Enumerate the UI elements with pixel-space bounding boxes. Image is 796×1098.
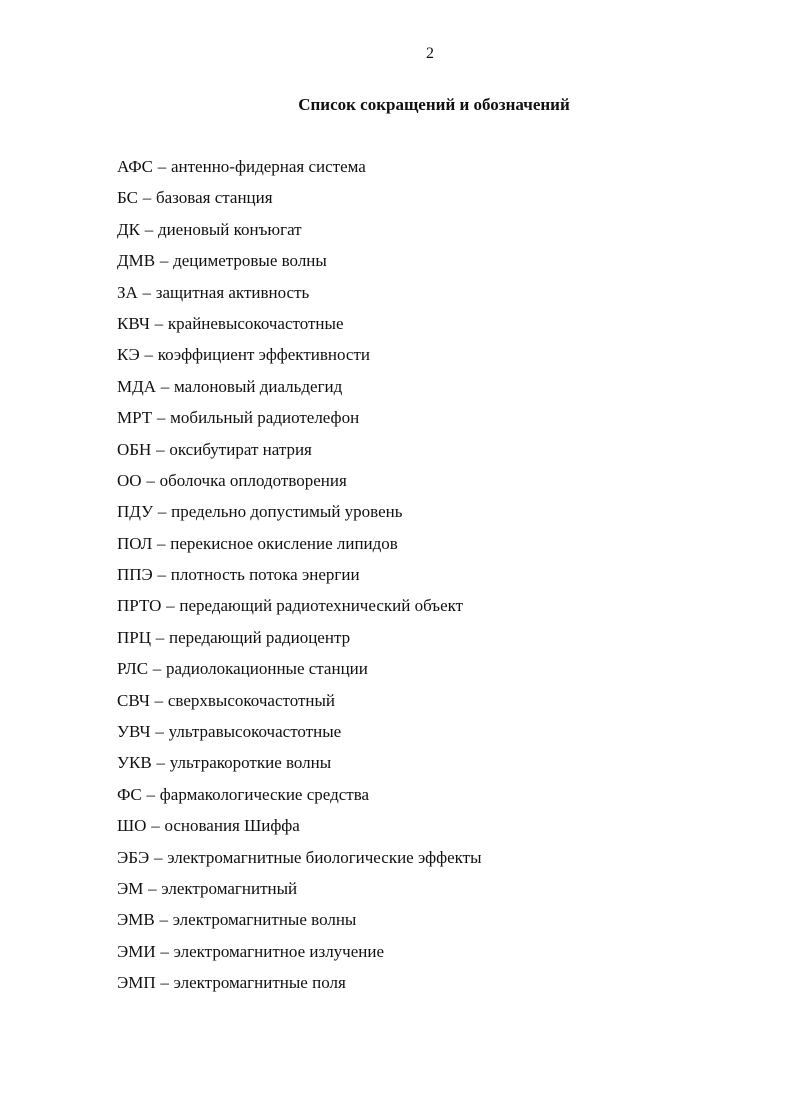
abbreviation-term: ПРТО xyxy=(117,596,162,616)
abbreviation-meaning: защитная активность xyxy=(155,282,310,302)
abbreviation-term: РЛС xyxy=(117,659,149,679)
abbreviation-meaning: крайневысокочастотные xyxy=(167,313,344,333)
list-item xyxy=(117,313,482,344)
list-item xyxy=(117,533,482,564)
list-item xyxy=(117,972,482,1003)
list-item xyxy=(117,752,482,783)
abbreviation-meaning: электромагнитное излучение xyxy=(173,941,385,961)
abbreviation-term: ШО xyxy=(117,816,147,836)
abbreviation-meaning: плотность потока энергии xyxy=(170,565,360,585)
list-item xyxy=(117,595,482,626)
abbreviation-separator: – xyxy=(160,941,169,961)
list-item xyxy=(117,909,482,940)
abbreviation-separator: – xyxy=(157,565,167,585)
list-item xyxy=(117,219,482,250)
list-item xyxy=(117,282,482,313)
list-item xyxy=(117,407,482,438)
abbreviation-meaning: основания Шиффа xyxy=(164,816,300,836)
abbreviation-separator: – xyxy=(151,816,160,836)
abbreviation-separator: – xyxy=(156,439,165,459)
abbreviation-separator: – xyxy=(157,502,167,522)
abbreviation-separator: – xyxy=(155,627,165,647)
abbreviation-meaning: ультравысокочастотные xyxy=(168,722,342,742)
abbreviation-separator: – xyxy=(146,784,156,804)
abbreviation-term: АФС xyxy=(117,157,153,176)
list-item xyxy=(117,250,482,281)
abbreviation-meaning: перекисное окисление липидов xyxy=(170,533,398,553)
list-item xyxy=(117,878,482,909)
abbreviation-separator: – xyxy=(157,157,167,176)
list-item xyxy=(117,784,482,815)
abbreviation-separator: – xyxy=(154,690,164,710)
abbreviation-separator: – xyxy=(166,596,175,616)
list-item xyxy=(117,627,482,658)
abbreviation-term: ЭМИ xyxy=(117,941,156,961)
abbreviation-term: ПРЦ xyxy=(117,627,152,647)
abbreviation-separator: – xyxy=(142,188,152,208)
list-item xyxy=(117,658,482,689)
abbreviation-term: ЭМВ xyxy=(117,910,155,930)
abbreviation-meaning: радиолокационные станции xyxy=(166,659,368,679)
abbreviation-meaning: электромагнитные биологические эффекты xyxy=(167,847,482,867)
abbreviation-term: ДМВ xyxy=(117,251,156,271)
abbreviation-term: ЭМ xyxy=(117,878,144,898)
list-item xyxy=(117,501,482,532)
abbreviation-separator: – xyxy=(144,219,154,239)
abbreviation-separator: – xyxy=(156,753,165,773)
abbreviation-separator: – xyxy=(156,408,166,428)
list-item xyxy=(117,470,482,501)
abbreviation-term: ПОЛ xyxy=(117,533,153,553)
abbreviation-term: ЭБЭ xyxy=(117,847,150,867)
abbreviation-separator: – xyxy=(159,251,169,271)
abbreviation-meaning: дециметровые волны xyxy=(173,251,327,271)
abbreviation-separator: – xyxy=(159,910,168,930)
abbreviation-list xyxy=(117,156,482,1004)
list-item xyxy=(117,847,482,878)
abbreviation-separator: – xyxy=(160,376,170,396)
abbreviation-separator: – xyxy=(148,878,157,898)
abbreviation-term: ЭМП xyxy=(117,973,156,993)
abbreviation-term: БС xyxy=(117,188,138,208)
abbreviation-meaning: электромагнитные волны xyxy=(172,910,357,930)
list-item xyxy=(117,439,482,470)
page-number: 2 xyxy=(426,45,434,62)
list-item xyxy=(117,815,482,846)
list-item xyxy=(117,941,482,972)
abbreviation-term: ОО xyxy=(117,470,142,490)
abbreviation-separator: – xyxy=(154,313,164,333)
abbreviation-term: КЭ xyxy=(117,345,140,365)
abbreviation-term: ОБН xyxy=(117,439,152,459)
abbreviation-meaning: фармакологические средства xyxy=(159,784,370,804)
abbreviation-meaning: оксибутират натрия xyxy=(169,439,312,459)
abbreviation-separator: – xyxy=(155,722,164,742)
abbreviation-term: ЗА xyxy=(117,282,138,302)
abbreviation-term: ПДУ xyxy=(117,502,154,522)
list-item xyxy=(117,344,482,375)
list-item xyxy=(117,156,482,187)
list-item xyxy=(117,376,482,407)
abbreviation-separator: – xyxy=(160,973,169,993)
abbreviation-meaning: электромагнитные поля xyxy=(173,973,346,993)
abbreviation-separator: – xyxy=(153,847,163,867)
list-item xyxy=(117,564,482,595)
abbreviation-meaning: оболочка оплодотворения xyxy=(159,470,347,490)
list-item xyxy=(117,187,482,218)
abbreviation-term: СВЧ xyxy=(117,690,150,710)
abbreviation-separator: – xyxy=(142,282,152,302)
abbreviation-meaning: ультракороткие волны xyxy=(169,753,332,773)
list-item xyxy=(117,721,482,752)
abbreviation-meaning: мобильный радиотелефон xyxy=(170,408,360,428)
abbreviation-meaning: антенно-фидерная система xyxy=(170,157,366,176)
abbreviation-meaning: предельно допустимый уровень xyxy=(171,502,403,522)
abbreviation-meaning: базовая станция xyxy=(155,188,273,208)
abbreviation-separator: – xyxy=(146,470,155,490)
abbreviation-separator: – xyxy=(144,345,154,365)
abbreviation-term: КВЧ xyxy=(117,313,150,333)
abbreviation-term: МРТ xyxy=(117,408,153,428)
abbreviation-meaning: передающий радиотехнический объект xyxy=(179,596,464,616)
abbreviation-meaning: диеновый конъюгат xyxy=(157,219,302,239)
abbreviation-separator: – xyxy=(152,659,162,679)
abbreviation-term: ППЭ xyxy=(117,565,153,585)
abbreviation-meaning: сверхвысокочастотный xyxy=(167,690,336,710)
abbreviation-term: МДА xyxy=(117,376,156,396)
abbreviation-meaning: электромагнитный xyxy=(161,878,298,898)
abbreviation-separator: – xyxy=(157,533,166,553)
abbreviation-meaning: малоновый диальдегид xyxy=(174,376,343,396)
page-title: Список сокращений и обозначений xyxy=(298,95,570,114)
abbreviation-meaning: коэффициент эффективности xyxy=(157,345,370,365)
abbreviation-term: ФС xyxy=(117,784,142,804)
list-item xyxy=(117,690,482,721)
abbreviation-meaning: передающий радиоцентр xyxy=(169,627,351,647)
abbreviation-term: УВЧ xyxy=(117,722,151,742)
abbreviation-term: УКВ xyxy=(117,753,152,773)
abbreviation-term: ДК xyxy=(117,219,140,239)
